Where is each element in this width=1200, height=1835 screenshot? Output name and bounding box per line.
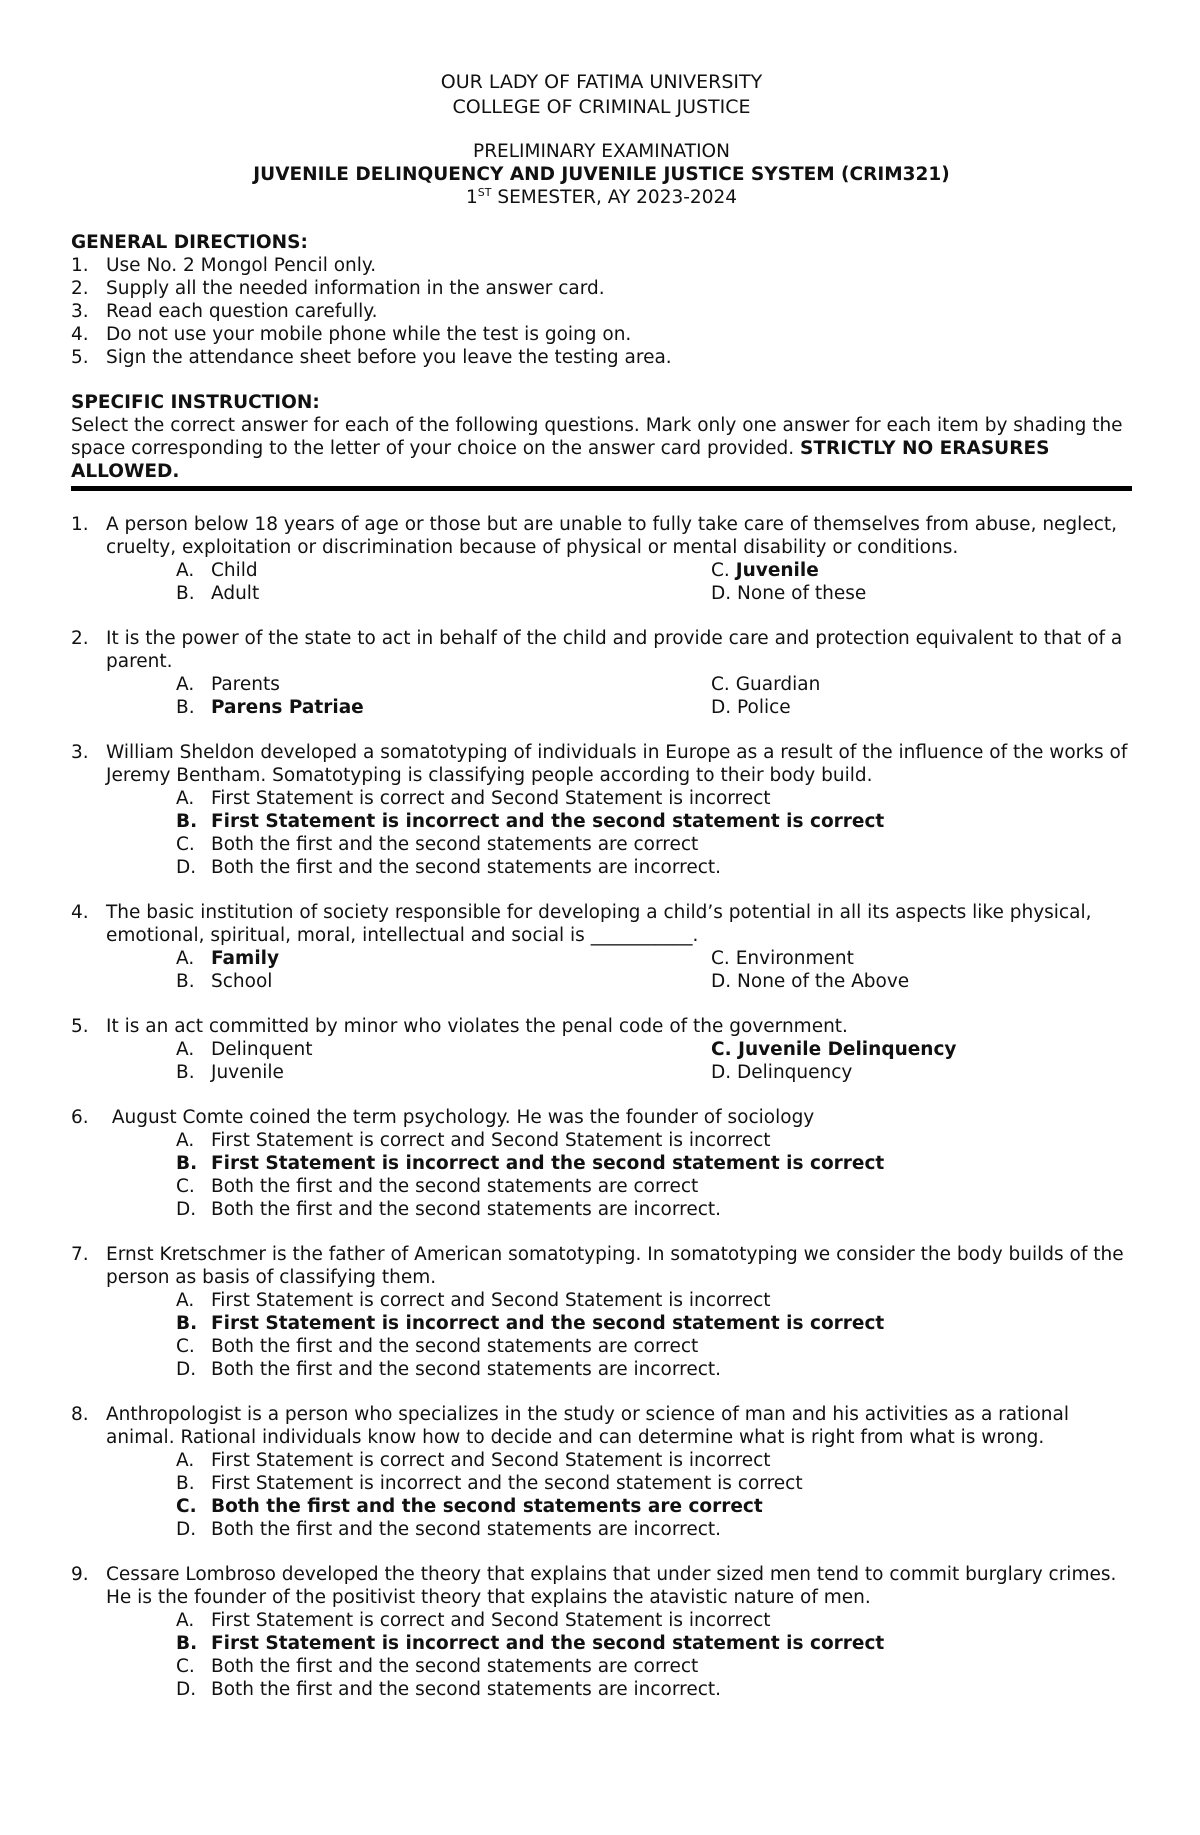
question-7: 7. Ernst Kretschmer is the father of American somatotyping. In somatotyping we consider the body builds of the person as basis of classifying them. A. First Statement is correct and Second Statement is incorrect B. First Statement is incorrect and the second statement is correct C. Both the first and the second statements are correct D. Both the first and the second statements are incorrect.: [71, 1243, 1132, 1381]
exam-type: PRELIMINARY EXAMINATION: [473, 141, 730, 162]
no-erasures-notice: STRICTLY NO ERASURES ALLOWED.: [71, 438, 1050, 482]
option-d: D. Both the first and the second statements are incorrect.: [176, 1359, 722, 1380]
option-b: B. School: [176, 971, 273, 992]
option-a: A. First Statement is correct and Second Statement is incorrect: [176, 788, 771, 809]
option-a: A. First Statement is correct and Second Statement is incorrect: [176, 1610, 771, 1631]
specific-instruction-title: SPECIFIC INSTRUCTION:: [71, 392, 320, 413]
direction-item: 2. Supply all the needed information in the answer card.: [71, 278, 605, 299]
question-text: It is the power of the state to act in behalf of the child and provide care and protection equivalent to that of a parent.: [106, 628, 1123, 672]
question-5: 5. It is an act committed by minor who violates the penal code of the government. A. Delinquent C. Juvenile Delinquency B. Juvenile D. Delinquency: [71, 1015, 1132, 1084]
section-divider: [71, 486, 1132, 491]
direction-item: 4. Do not use your mobile phone while the test is going on.: [71, 324, 632, 345]
option-a: A. First Statement is correct and Second Statement is incorrect: [176, 1130, 771, 1151]
direction-item: 3. Read each question carefully.: [71, 301, 378, 322]
semester-text: SEMESTER, AY 2023-2024: [491, 187, 738, 208]
option-c: C. Juvenile Delinquency: [711, 1039, 957, 1060]
question-text: It is an act committed by minor who violates the penal code of the government.: [106, 1016, 848, 1037]
question-text: August Comte coined the term psychology. He was the founder of sociology: [106, 1107, 815, 1128]
option-c: C. Environment: [711, 948, 854, 969]
question-6: 6. August Comte coined the term psychology. He was the founder of sociology A. First Statement is correct and Second Statement is incorrect B. First Statement is incorrect and the second statement is correct C. Both the first and the second statements are correct D. Both the first and the second statements are incorrect.: [71, 1106, 1132, 1221]
question-text: Cessare Lombroso developed the theory that explains that under sized men tend to commit burglary crimes. He is the founder of the positivist theory that explains the atavistic nature of men.: [106, 1564, 1117, 1608]
option-c: C. Both the first and the second statements are correct: [176, 1336, 699, 1357]
option-a: A. First Statement is correct and Second Statement is incorrect: [176, 1450, 771, 1471]
option-c: C. Both the first and the second statements are correct: [176, 834, 699, 855]
general-directions-title: GENERAL DIRECTIONS:: [71, 232, 308, 253]
option-a: A. Child: [176, 560, 258, 581]
college-name: COLLEGE OF CRIMINAL JUSTICE: [452, 96, 751, 118]
option-b: B. Juvenile: [176, 1062, 284, 1083]
direction-item: 1. Use No. 2 Mongol Pencil only.: [71, 255, 377, 276]
option-d: D. Both the first and the second statements are incorrect.: [176, 1679, 722, 1700]
question-8: 8. Anthropologist is a person who specializes in the study or science of man and his activities as a rational animal. Rational individuals know how to decide and can determine what is right from what is wrong. A. First Statement is correct and Second Statement is incorrect B. First Statement is incorrect and the second statement is correct C. Both the first and the second statements are correct D. Both the first and the second statements are incorrect.: [71, 1403, 1132, 1541]
option-a: A. Delinquent: [176, 1039, 313, 1060]
option-b: B. First Statement is incorrect and the second statement is correct: [176, 811, 885, 832]
option-c: C. Both the first and the second statements are correct: [176, 1176, 699, 1197]
question-text: A person below 18 years of age or those but are unable to fully take care of themselves from abuse, neglect, cruelty, exploitation or discrimination because of physical or mental disability or conditions.: [106, 514, 1118, 558]
question-text: The basic institution of society responsible for developing a child’s potential in all its aspects like physical, emotional, spiritual, moral, intellectual and social is ___________.: [106, 902, 1092, 946]
question-text: Ernst Kretschmer is the father of American somatotyping. In somatotyping we consider the body builds of the person as basis of classifying them.: [106, 1244, 1124, 1288]
question-4: 4. The basic institution of society responsible for developing a child’s potential in all its aspects like physical, emotional, spiritual, moral, intellectual and social is ___________. A. Family C. Environment B. School D. None of the Above: [71, 901, 1132, 993]
option-b: B. First Statement is incorrect and the second statement is correct: [176, 1153, 885, 1174]
option-a: A. First Statement is correct and Second Statement is incorrect: [176, 1290, 771, 1311]
semester-number: 1: [465, 187, 478, 208]
question-1: 1. A person below 18 years of age or those but are unable to fully take care of themselves from abuse, neglect, cruelty, exploitation or discrimination because of physical or mental disability or conditions. A. Child C. Juvenile B. Adult D. None of these: [71, 513, 1132, 605]
question-2: 2. It is the power of the state to act in behalf of the child and provide care and protection equivalent to that of a parent. A. Parents C. Guardian B. Parens Patriae D. Police: [71, 627, 1132, 719]
question-3: 3. William Sheldon developed a somatotyping of individuals in Europe as a result of the influence of the works of Jeremy Bentham. Somatotyping is classifying people according to their body build. A. First Statement is correct and Second Statement is incorrect B. First Statement is incorrect and the second statement is correct C. Both the first and the second statements are correct D. Both the first and the second statements are incorrect.: [71, 741, 1132, 879]
option-d: D. Both the first and the second statements are incorrect.: [176, 1199, 722, 1220]
option-c: C. Both the first and the second statements are correct: [176, 1656, 699, 1677]
specific-instruction-text: Select the correct answer for each of the following questions. Mark only one answer for each item by shading the space corresponding to the letter of your choice on the answer card provided. STRICTLY NO ERASURES ALLOWED.: [71, 415, 1123, 482]
option-d: D. Delinquency: [711, 1062, 853, 1083]
question-text: William Sheldon developed a somatotyping of individuals in Europe as a result of the influence of the works of Jeremy Bentham. Somatotyping is classifying people according to their body build.: [106, 742, 1128, 786]
option-b: B. Parens Patriae: [176, 697, 364, 718]
general-directions: [71, 231, 1132, 369]
semester-line: [71, 186, 1132, 209]
question-text: Anthropologist is a person who specializes in the study or science of man and his activities as a rational animal. Rational individuals know how to decide and can determine what is right from what is wrong.: [106, 1404, 1070, 1448]
option-c: C. Juvenile: [711, 560, 819, 581]
question-9: 9. Cessare Lombroso developed the theory that explains that under sized men tend to commit burglary crimes. He is the founder of the positivist theory that explains the atavistic nature of men. A. First Statement is correct and Second Statement is incorrect B. First Statement is incorrect and the second statement is correct C. Both the first and the second statements are correct D. Both the first and the second statements are incorrect.: [71, 1563, 1132, 1701]
option-d: D. Both the first and the second statements are incorrect.: [176, 857, 722, 878]
option-d: D. None of these: [711, 583, 867, 604]
option-b: B. Adult: [176, 583, 260, 604]
direction-item: 5. Sign the attendance sheet before you leave the testing area.: [71, 347, 672, 368]
option-a: A. Parents: [176, 674, 280, 695]
option-d: D. Both the first and the second statements are incorrect.: [176, 1519, 722, 1540]
option-b: B. First Statement is incorrect and the second statement is correct: [176, 1473, 803, 1494]
option-d: D. Police: [711, 697, 791, 718]
specific-instruction: [71, 391, 1132, 483]
semester-suffix: ST: [477, 185, 492, 199]
exam-header: [71, 70, 1132, 209]
option-c: C. Guardian: [711, 674, 821, 695]
option-c: C. Both the first and the second statements are correct: [176, 1496, 763, 1517]
option-b: B. First Statement is incorrect and the second statement is correct: [176, 1313, 885, 1334]
university-name: OUR LADY OF FATIMA UNIVERSITY: [440, 71, 763, 93]
option-b: B. First Statement is incorrect and the second statement is correct: [176, 1633, 885, 1654]
option-d: D. None of the Above: [711, 971, 910, 992]
course-title: JUVENILE DELINQUENCY AND JUVENILE JUSTICE SYSTEM (CRIM321): [253, 164, 950, 185]
option-a: A. Family: [176, 948, 280, 969]
